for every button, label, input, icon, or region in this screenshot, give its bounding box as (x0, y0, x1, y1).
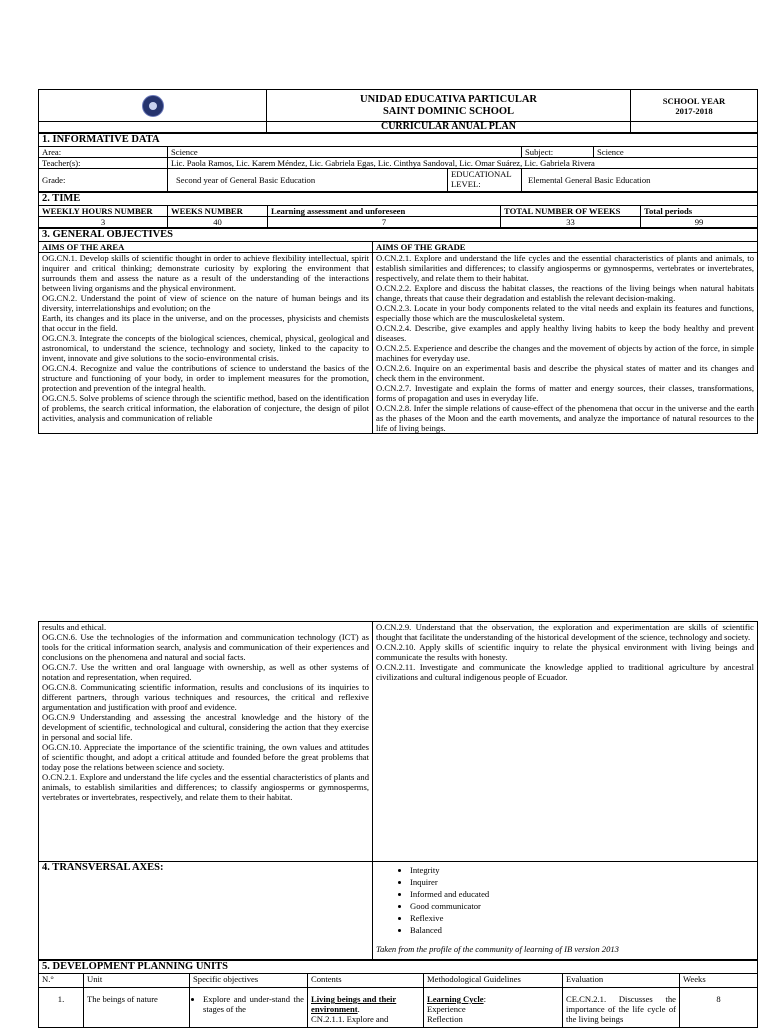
plan-title: CURRICULAR ANUAL PLAN (267, 122, 631, 133)
area-objective: OG.CN.4. Recognize and value the contributions of science to understand the basics of the structure and functioning of your body, in order to implement measures for the promotion, protection and prevention of the integral health. (42, 363, 369, 393)
grade-objective: O.CN.2.4. Describe, give examples and apply healthy living habits to keep the body healthy and prevent diseases. (376, 323, 754, 343)
assessment-value: 7 (268, 217, 501, 228)
assessment-label: Learning assessment and unforeseen (268, 206, 501, 217)
unit-objective-cell (190, 988, 308, 1028)
total-periods-value: 99 (641, 217, 758, 228)
units-header-contents: Contents (308, 974, 424, 988)
area-objective: OG.CN.7. Use the written and oral language with ownership, as well as other systems of notation and representation, when required. (42, 662, 369, 682)
units-table (38, 960, 758, 1028)
unit-method-line: Reflection (427, 1014, 463, 1024)
unit-method-cell (424, 988, 563, 1028)
aims-grade-text-continued (373, 622, 758, 862)
unit-name: The beings of nature (84, 988, 190, 1028)
aims-grade-label: AIMS OF THE GRADE (373, 242, 758, 253)
area-value: Science (168, 147, 522, 158)
area-objective: Earth, its changes and its place in the universe, and on the processes, physicists and chemists that occur in the field. (42, 313, 369, 333)
area-objective: OG.CN.6. Use the technologies of the information and communication technology (ICT) as tools for the critical information search, analysis and communication of their experiences and conclusions on the phenomena and natural and social facts. (42, 632, 369, 662)
school-name-cell (267, 90, 631, 122)
school-year-value: 2017-2018 (675, 105, 713, 116)
header-table (38, 89, 758, 133)
grade-value: Second year of General Basic Education (168, 169, 448, 192)
level-label: EDUCATIONAL LEVEL: (448, 169, 522, 192)
unit-content-cell (308, 988, 424, 1028)
teachers-value: Lic. Paola Ramos, Lic. Karem Méndez, Lic. Gabriela Egas, Lic. Cinthya Sandoval, Lic. Omar Suárez, Lic. Gabriela Rivera (168, 158, 758, 169)
time-section-title: 2. TIME (39, 193, 758, 206)
teachers-label: Teacher(s): (39, 158, 168, 169)
weekly-hours-value: 3 (39, 217, 168, 228)
objectives-continued-table (38, 621, 758, 960)
subject-value: Science (594, 147, 758, 158)
axes-list (376, 864, 754, 936)
grade-objective: O.CN.2.1. Explore and understand the life cycles and the essential characteristics of plants and animals, to establish similarities and differences; to classify angiosperms or gymnosperms, vertebrates or invertebrates, respectively, and relate them to their habitat. (376, 253, 754, 283)
grade-objective: O.CN.2.11. Investigate and communicate the knowledge applied to traditional agriculture by ancestral civilizations and cultural indigenous people of Ecuador. (376, 662, 754, 682)
grade-objective: O.CN.2.5. Experience and describe the changes and the movement of objects by action of the force, in simple machines for everyday use. (376, 343, 754, 363)
school-logo-icon (142, 95, 164, 117)
units-header-objectives: Specific objectives (190, 974, 308, 988)
units-header-weeks: Weeks (680, 974, 758, 988)
area-objective: OG.CN.10. Appreciate the importance of the scientific training, the own values and attitudes of scientific thought, and adopt a critical attitude and founded before the great problems that today pose the relations between science and society. (42, 742, 369, 772)
grade-objective: O.CN.2.2. Explore and discuss the habitat classes, the reactions of the living beings when natural habitats change, threats that cause their degradation and establish the relevant decision-making. (376, 283, 754, 303)
informative-table (38, 133, 758, 192)
objectives-section-title: 3. GENERAL OBJECTIVES (39, 229, 758, 242)
table-row (39, 988, 758, 1028)
axis-item: • Inquirer (410, 876, 754, 888)
grade-objective: O.CN.2.6. Inquire on an experimental basis and describe the physical states of matter and its changes and check them in the environment. (376, 363, 754, 383)
axis-item: • Integrity (410, 864, 754, 876)
axes-section-title: 4. TRANSVERSAL AXES: (39, 862, 373, 960)
objectives-table (38, 228, 758, 434)
area-label: Area: (39, 147, 168, 158)
unit-weeks: 8 (680, 988, 758, 1028)
page-two (38, 621, 757, 1028)
unit-content-title: Living beings and their environment (311, 994, 397, 1014)
axis-item: • Balanced (410, 924, 754, 936)
axis-item: • Good communicator (410, 900, 754, 912)
area-objective: OG.CN.8. Communicating scientific information, results and conclusions of its inquiries to different partners, through various techniques and resources, the critical and reflexive argumentation and justification with proof and evidence. (42, 682, 369, 712)
total-weeks-label: TOTAL NUMBER OF WEEKS (501, 206, 641, 217)
grade-objective: O.CN.2.10. Apply skills of scientific inquiry to relate the physical environment with living beings and communicate the results with honesty. (376, 642, 754, 662)
aims-area-text-continued (39, 622, 373, 862)
total-weeks-value: 33 (501, 217, 641, 228)
area-objective: OG.CN.2. Understand the point of view of science on the nature of human beings and its diversity, interrelationships and evolution; on the (42, 293, 369, 313)
units-header-methodology: Methodological Guidelines (424, 974, 563, 988)
grade-objective: O.CN.2.7. Investigate and explain the forms of matter and energy sources, their classes, transformations, forms of propagation and uses in everyday life. (376, 383, 754, 403)
axes-source-note: Taken from the profile of the community of learning of IB version 2013 (376, 944, 619, 954)
area-objective: O.CN.2.1. Explore and understand the life cycles and the essential characteristics of plants and animals, to establish similarities and differences; to classify angiosperms or gymnosperms, vertebrates or invertebrates, respectively, and relate them to their habitat. (42, 772, 369, 802)
time-table (38, 192, 758, 228)
page-one (38, 89, 757, 434)
unit-content-punct: . (357, 1004, 360, 1014)
total-periods-label: Total periods (641, 206, 758, 217)
weeks-label: WEEKS NUMBER (168, 206, 268, 217)
axes-list-cell (373, 862, 758, 960)
area-objective: OG.CN.5. Solve problems of science through the scientific method, based on the identification of problems, the search critical information, the elaboration of conjecture, the design of pilot activities, analysis and communication of reliable (42, 393, 369, 423)
logo-cell (39, 90, 267, 122)
units-header-evaluation: Evaluation (563, 974, 680, 988)
axis-item: • Informed and educated (410, 888, 754, 900)
axis-item: • Reflexive (410, 912, 754, 924)
level-value: Elemental General Basic Education (522, 169, 758, 192)
area-objective: OG.CN.9 Understanding and assessing the ancestral knowledge and the history of the development of scientific, technological and cultural, considering the action that they exercise in personal and social life. (42, 712, 369, 742)
informative-section-title: 1. INFORMATIVE DATA (39, 134, 758, 147)
grade-objective: O.CN.2.3. Locate in your body components related to the vital needs and explain its features and functions, especially those which are the musculoskeletal system. (376, 303, 754, 323)
school-line-2: SAINT DOMINIC SCHOOL (382, 105, 515, 117)
units-header-unit: Unit (84, 974, 190, 988)
weekly-hours-label: WEEKLY HOURS NUMBER (39, 206, 168, 217)
area-objective: OG.CN.1. Develop skills of scientific thought in order to achieve flexibility intellectual, spirit inquirer and critical thinking; demonstrate curiosity by exploring the environment that surrounds them and assess the nature as a result of the understanding of the interactions between living organisms and the physical environment. (42, 253, 369, 293)
unit-content-line: CN.2.1.1. Explore and (311, 1014, 389, 1024)
school-year-label: SCHOOL YEAR (662, 95, 726, 106)
weeks-value: 40 (168, 217, 268, 228)
unit-number: 1. (39, 988, 84, 1028)
units-header-number: N.° (39, 974, 84, 988)
school-year-cell (631, 90, 758, 122)
subject-label: Subject: (522, 147, 594, 158)
units-section-title: 5. DEVELOPMENT PLANNING UNITS (39, 961, 758, 974)
unit-evaluation: CE.CN.2.1. Discusses the importance of the life cycle of the living beings (563, 988, 680, 1028)
area-objective: results and ethical. (42, 622, 107, 632)
area-objective: OG.CN.3. Integrate the concepts of the biological sciences, chemical, physical, geological and astronomical, to understand the science, technology and society, linked to the capacity to invent, innovate and give solutions to the socio-environmental crisis. (42, 333, 369, 363)
grade-objective: O.CN.2.9. Understand that the observation, the exploration and experimentation are skills of scientific thought that facilitate the understanding of the historical development of the science, technology and society. (376, 622, 754, 642)
grade-objective: O.CN.2.8. Infer the simple relations of cause-effect of the phenomena that occur in the universe and the earth as the phases of the Moon and the earth movements, and analyze the importance of natural resources to the life of living beings. (376, 403, 754, 433)
unit-method-line: Experience (427, 1004, 466, 1014)
grade-label: Grade: (39, 169, 168, 192)
unit-method-punct: : (483, 994, 486, 1004)
unit-objective: • Explore and under-stand the stages of the (203, 994, 304, 1014)
unit-method-title: Learning Cycle (427, 994, 484, 1004)
school-line-1: UNIDAD EDUCATIVA PARTICULAR (360, 93, 537, 105)
aims-area-label: AIMS OF THE AREA (39, 242, 373, 253)
aims-area-text (39, 253, 373, 434)
aims-grade-text (373, 253, 758, 434)
